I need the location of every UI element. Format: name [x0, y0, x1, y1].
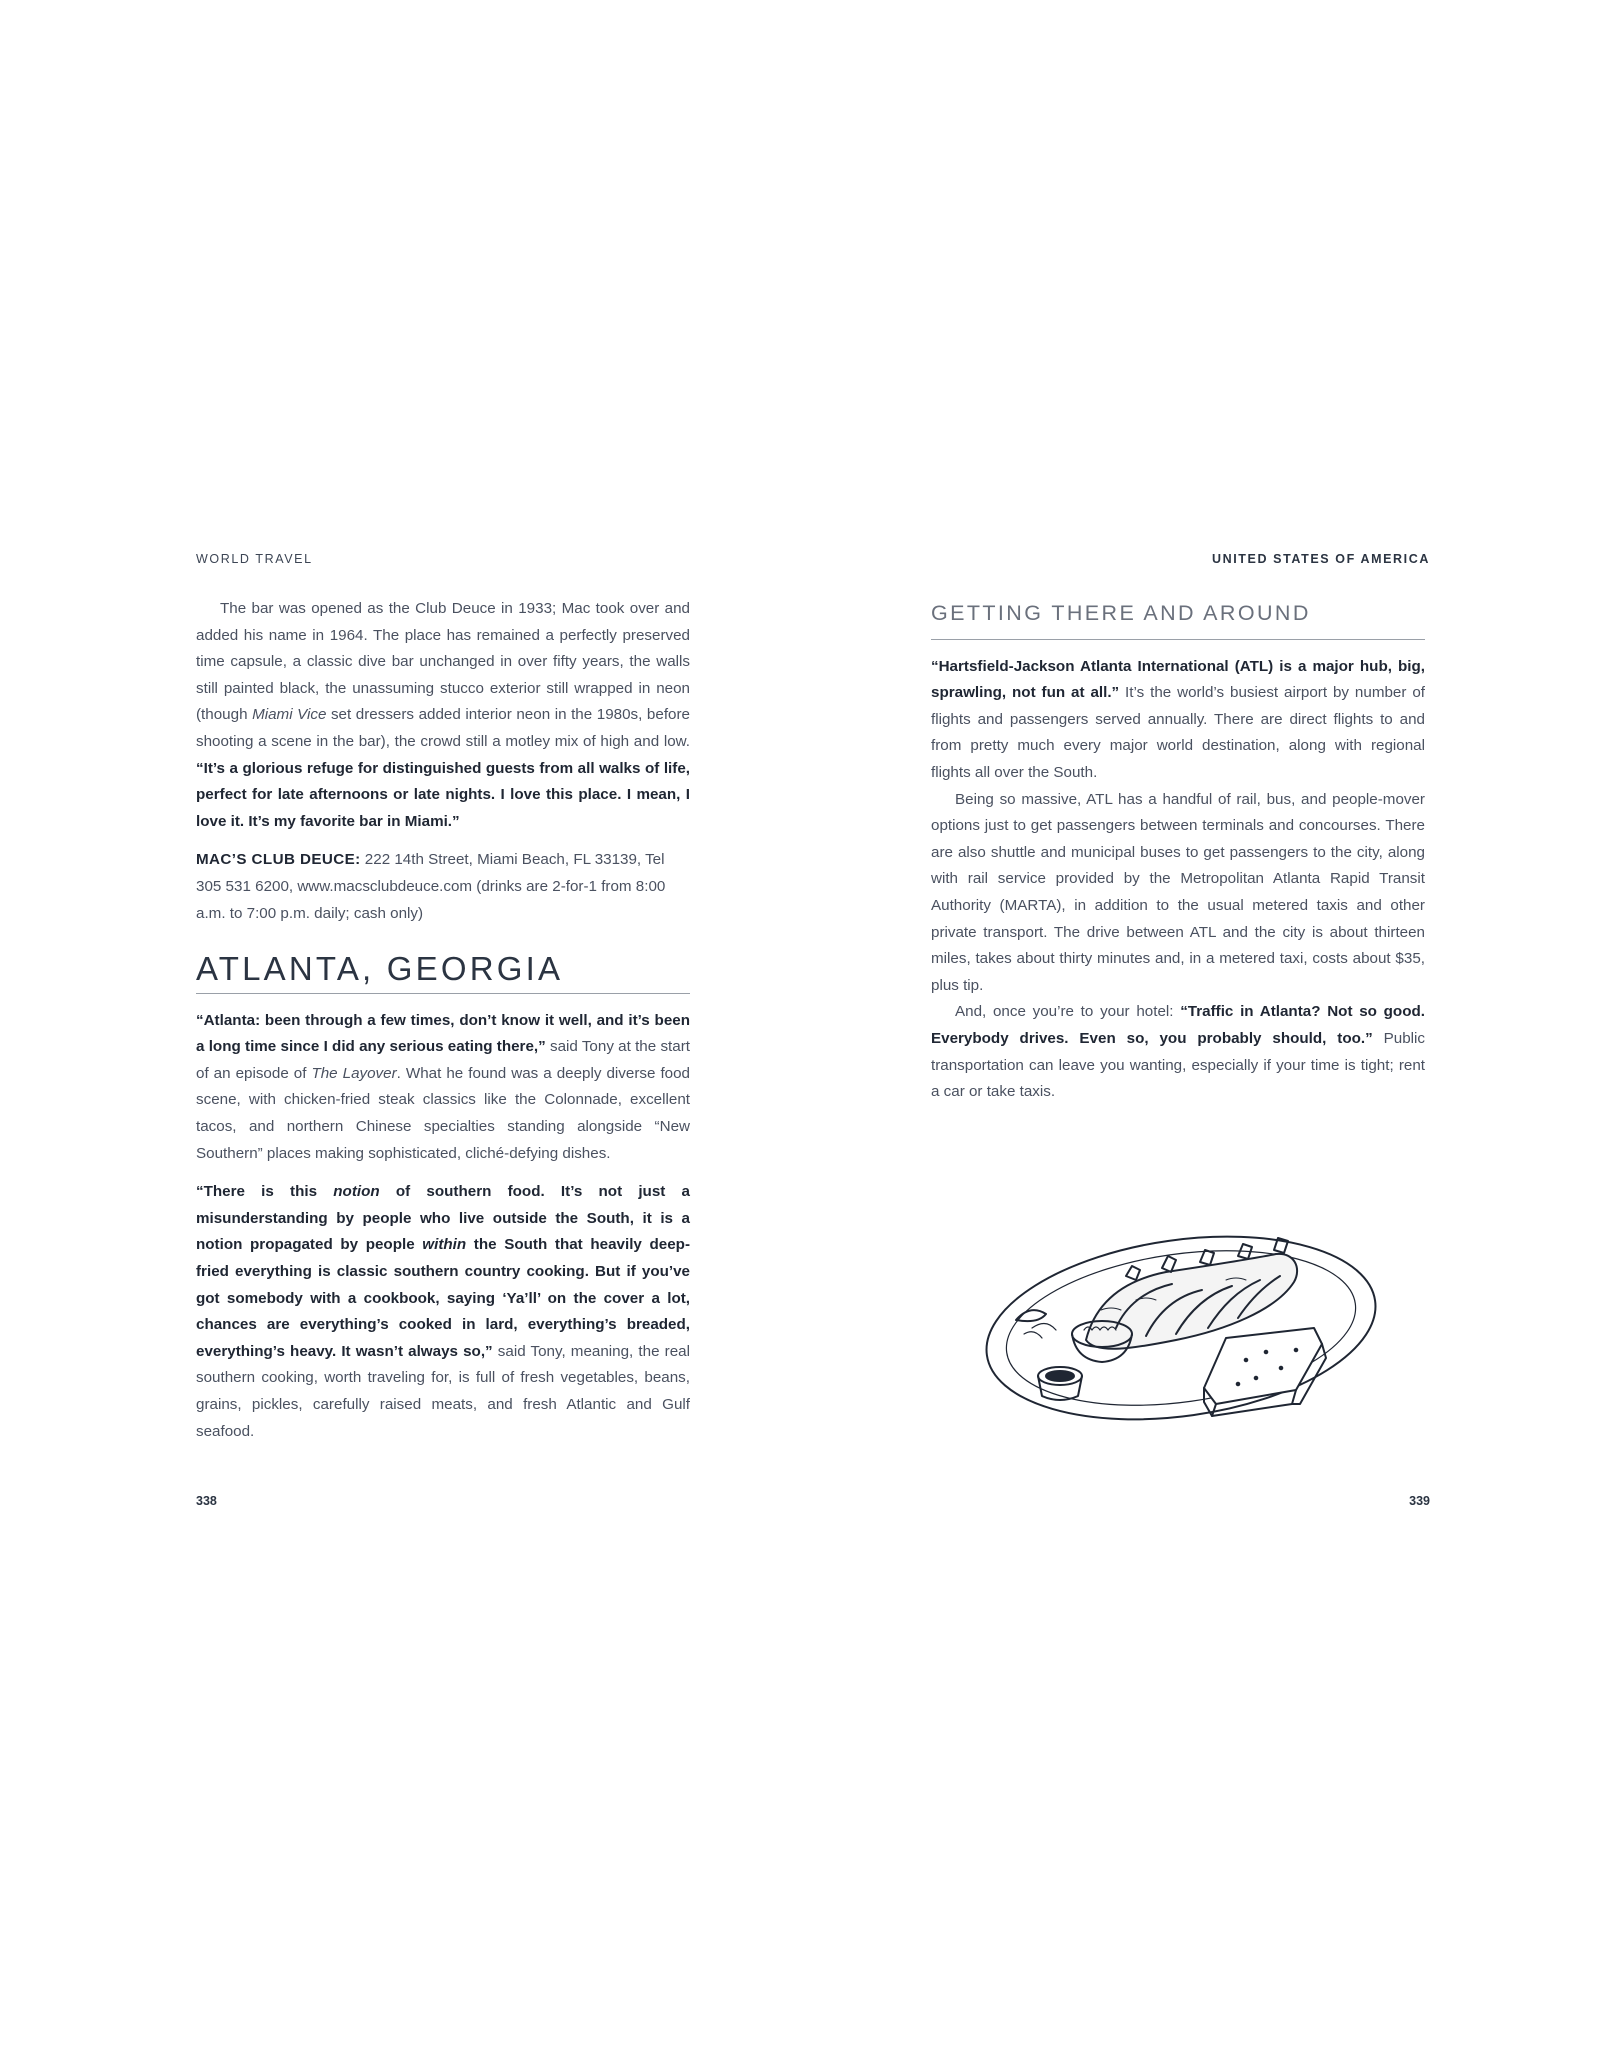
running-head-left: WORLD TRAVEL — [196, 552, 313, 566]
left-column-top — [196, 596, 690, 927]
intro-paragraph: The bar was opened as the Club Deuce in 1933; Mac took over and added his name in 1964. The place has remained a perfectly preserved time capsule, a classic dive bar unchanged in over fifty years, the walls still painted black, the unassuming stucco exterior still wrapped in neon (though Miami Vice set dressers added interior neon in the 1980s, before shooting a scene in the bar), the crowd still a motley mix of high and low. “It’s a glorious refuge for distinguished guests from all walks of life, perfect for late afternoons or late nights. I love this place. I mean, I love it. It’s my favorite bar in Miami.” — [196, 600, 690, 830]
running-head-right: UNITED STATES OF AMERICA — [1211, 552, 1430, 566]
airport-paragraph: “Hartsfield-Jackson Atlanta International (ATL) is a major hub, big, sprawling, not fun at all.” It’s the world’s busiest airport by number of flights and passengers served annually. There are direct flights to and from pretty much every major world destination, along with regional flights all over the South. — [931, 657, 1425, 781]
left-column-atlanta — [196, 950, 691, 1445]
city-heading: ATLANTA, GEORGIA — [196, 956, 690, 994]
page-number-right: 339 — [1409, 1494, 1430, 1508]
venue-name: MAC’S CLUB DEUCE: — [196, 851, 361, 869]
toast — [1204, 1328, 1326, 1416]
atlanta-paragraph-2: “There is this notion of southern food. It’s not just a misunderstanding by people who live outside the South, it is a notion propagated by people within the South that heavily deep-fried everything is classic southern country cooking. But if you’ve got somebody with a cookbook, saying ‘Ya’ll’ on the cover a lot, chances are everything’s cooked in lard, everything’s breaded, everything’s heavy. It wasn’t always so,” said Tony, meaning, the real southern cooking, worth traveling for, is full of fresh vegetables, beans, grains, pickles, carefully raised meats, and fresh Atlantic and Gulf seafood. — [196, 1183, 691, 1440]
sauce-cup — [1038, 1367, 1082, 1400]
venue-listing: MAC’S CLUB DEUCE: 222 14th Street, Miami Beach, FL 33139, Tel 305 531 6200, www.macsclubdeuce.com (drinks are 2-for-1 from 8:00 a.m. to 7:00 p.m. daily; cash only) — [196, 851, 666, 922]
plate-illustration — [976, 1210, 1386, 1440]
ribs — [1086, 1238, 1297, 1349]
transit-paragraph: Being so massive, ATL has a handful of rail, bus, and people-mover options just to get passengers between terminals and concourses. There are also shuttle and municipal buses to get passengers to the city, along with rail service provided by the Metropolitan Atlanta Rapid Transit Authority (MARTA), in addition to the usual metered taxis and other private transport. The drive between ATL and the city is about thirteen miles, takes about thirty minutes and, in a metered taxi, costs about $35, plus tip. — [931, 790, 1425, 994]
garnish — [1016, 1310, 1056, 1338]
right-page — [800, 0, 1600, 2048]
traffic-paragraph: And, once you’re to your hotel: “Traffic in Atlanta? Not so good. Everybody drives. Even so, you probably should, too.” Public transportation can leave you wanting, especially if your time is tight; rent a car or take taxis. — [931, 1003, 1425, 1101]
page-number-left: 338 — [196, 1494, 217, 1508]
atlanta-paragraph-1: “Atlanta: been through a few times, don’t know it well, and it’s been a long time since I did any serious eating there,” said Tony at the start of an episode of The Layover. What he found was a deeply diverse food scene, with chicken-fried steak classics like the Colonnade, excellent tacos, and northern Chinese specialties standing alongside “New Southern” places making sophisticated, cliché-defying dishes. — [196, 1011, 691, 1162]
section-heading: GETTING THERE AND AROUND — [931, 600, 1425, 640]
right-column — [931, 600, 1425, 1106]
